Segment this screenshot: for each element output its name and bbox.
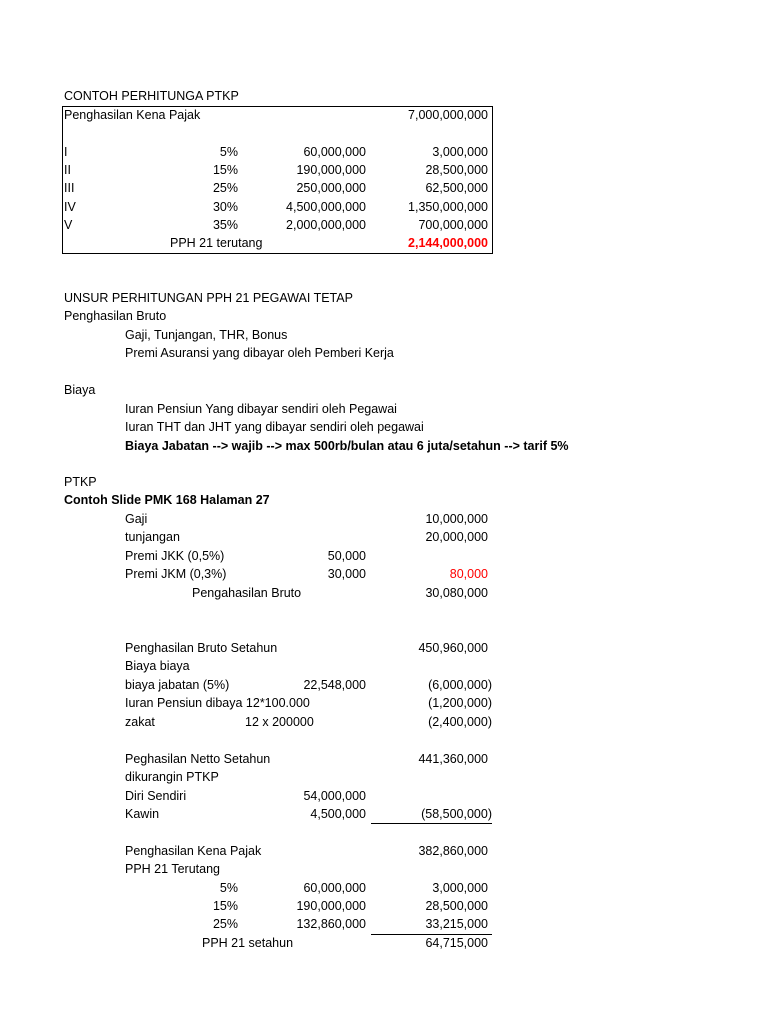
diri-value: 54,000,000 (303, 789, 366, 803)
pph-terutang-label: PPH 21 Terutang (125, 862, 220, 876)
pkp-year-label: Penghasilan Kena Pajak (125, 844, 262, 858)
tunjangan-label: tunjangan (125, 530, 180, 544)
pph21-total-label: PPH 21 terutang (170, 236, 263, 250)
bracket-tax: 28,500,000 (425, 899, 488, 913)
ptkp-underline (371, 823, 492, 824)
jabatan-label: biaya jabatan (5%) (125, 678, 230, 692)
pkp-year-value: 382,860,000 (418, 844, 488, 858)
netto-label: Peghasilan Netto Setahun (125, 752, 271, 766)
gaji-value: 10,000,000 (425, 512, 488, 526)
bracket-rate: 30% (212, 200, 238, 214)
biaya-label: Biaya (64, 383, 96, 397)
bracket-rate: 25% (212, 181, 238, 195)
bracket-base: 60,000,000 (303, 145, 366, 159)
bracket-base: 190,000,000 (296, 899, 366, 913)
bracket-tax: 28,500,000 (425, 163, 488, 177)
bracket-rate: 35% (212, 218, 238, 232)
kawin-value: 4,500,000 (310, 807, 366, 821)
section2-title: UNSUR PERHITUNGAN PPH 21 PEGAWAI TETAP (64, 291, 353, 305)
ptkp-total: (58,500,000) (421, 807, 492, 821)
netto-value: 441,360,000 (418, 752, 488, 766)
bracket-base: 250,000,000 (296, 181, 366, 195)
bracket-rate: 5% (219, 145, 238, 159)
dikurangi-label: dikurangin PTKP (125, 770, 219, 784)
bruto-setahun-value: 450,960,000 (418, 641, 488, 655)
pensiun-value: (1,200,000) (428, 696, 492, 710)
ptkp-label: PTKP (64, 475, 97, 489)
bruto-item: Premi Asuransi yang dibayar oleh Pemberi Kerja (125, 346, 394, 360)
bracket-tax: 3,000,000 (432, 145, 488, 159)
diri-label: Diri Sendiri (125, 789, 187, 803)
bracket-roman: III (64, 181, 75, 195)
jkk-value: 50,000 (327, 549, 366, 563)
bracket-rate: 5% (219, 881, 238, 895)
jabatan-calc: 22,548,000 (303, 678, 366, 692)
bracket-rate: 15% (212, 899, 238, 913)
bracket-tax: 3,000,000 (432, 881, 488, 895)
bracket-rate: 15% (212, 163, 238, 177)
bracket-roman: II (64, 163, 71, 177)
bracket-tax: 62,500,000 (425, 181, 488, 195)
example-title: Contoh Slide PMK 168 Halaman 27 (64, 493, 270, 507)
biaya-item: Iuran Pensiun Yang dibayar sendiri oleh Pegawai (125, 402, 397, 416)
biaya-item: Iuran THT dan JHT yang dibayar sendiri oleh pegawai (125, 420, 424, 434)
jkm-label: Premi JKM (0,3%) (125, 567, 227, 581)
bracket-roman: IV (64, 200, 76, 214)
biaya-biaya-label: Biaya biaya (125, 659, 190, 673)
bracket-base: 190,000,000 (296, 163, 366, 177)
bracket-base: 2,000,000,000 (286, 218, 366, 232)
bracket-roman: V (64, 218, 73, 232)
bruto-item: Gaji, Tunjangan, THR, Bonus (125, 328, 288, 342)
bruto-monthly-label: Pengahasilan Bruto (192, 586, 302, 600)
jkk-jkm-total: 80,000 (449, 567, 488, 581)
pph-setahun-value: 64,715,000 (425, 936, 488, 950)
jkk-label: Premi JKK (0,5%) (125, 549, 225, 563)
biaya-jabatan-note: Biaya Jabatan --> wajib --> max 500rb/bulan atau 6 juta/setahun --> tarif 5% (125, 439, 569, 453)
bracket-tax: 33,215,000 (425, 917, 488, 931)
bracket-tax: 700,000,000 (418, 218, 488, 232)
jabatan-value: (6,000,000) (428, 678, 492, 692)
bracket-tax: 1,350,000,000 (408, 200, 488, 214)
zakat-value: (2,400,000) (428, 715, 492, 729)
gaji-label: Gaji (125, 512, 148, 526)
tunjangan-value: 20,000,000 (425, 530, 488, 544)
bruto-monthly-value: 30,080,000 (425, 586, 488, 600)
bracket-rate: 25% (212, 917, 238, 931)
bracket-roman: I (64, 145, 68, 159)
bracket-base: 60,000,000 (303, 881, 366, 895)
pkp-label: Penghasilan Kena Pajak (64, 108, 201, 122)
zakat-calc: 12 x 200000 (245, 715, 314, 729)
section1-title: CONTOH PERHITUNGA PTKP (64, 89, 239, 103)
bruto-setahun-label: Penghasilan Bruto Setahun (125, 641, 278, 655)
bracket-base: 132,860,000 (296, 917, 366, 931)
pph21-total-value: 2,144,000,000 (408, 236, 488, 250)
pkp-value: 7,000,000,000 (408, 108, 488, 122)
bracket-base: 4,500,000,000 (286, 200, 366, 214)
pph-setahun-label: PPH 21 setahun (202, 936, 294, 950)
pensiun-label: Iuran Pensiun dibaya 12*100.000 (125, 696, 310, 710)
zakat-label: zakat (125, 715, 155, 729)
kawin-label: Kawin (125, 807, 160, 821)
bruto-label: Penghasilan Bruto (64, 309, 167, 323)
jkm-value: 30,000 (327, 567, 366, 581)
